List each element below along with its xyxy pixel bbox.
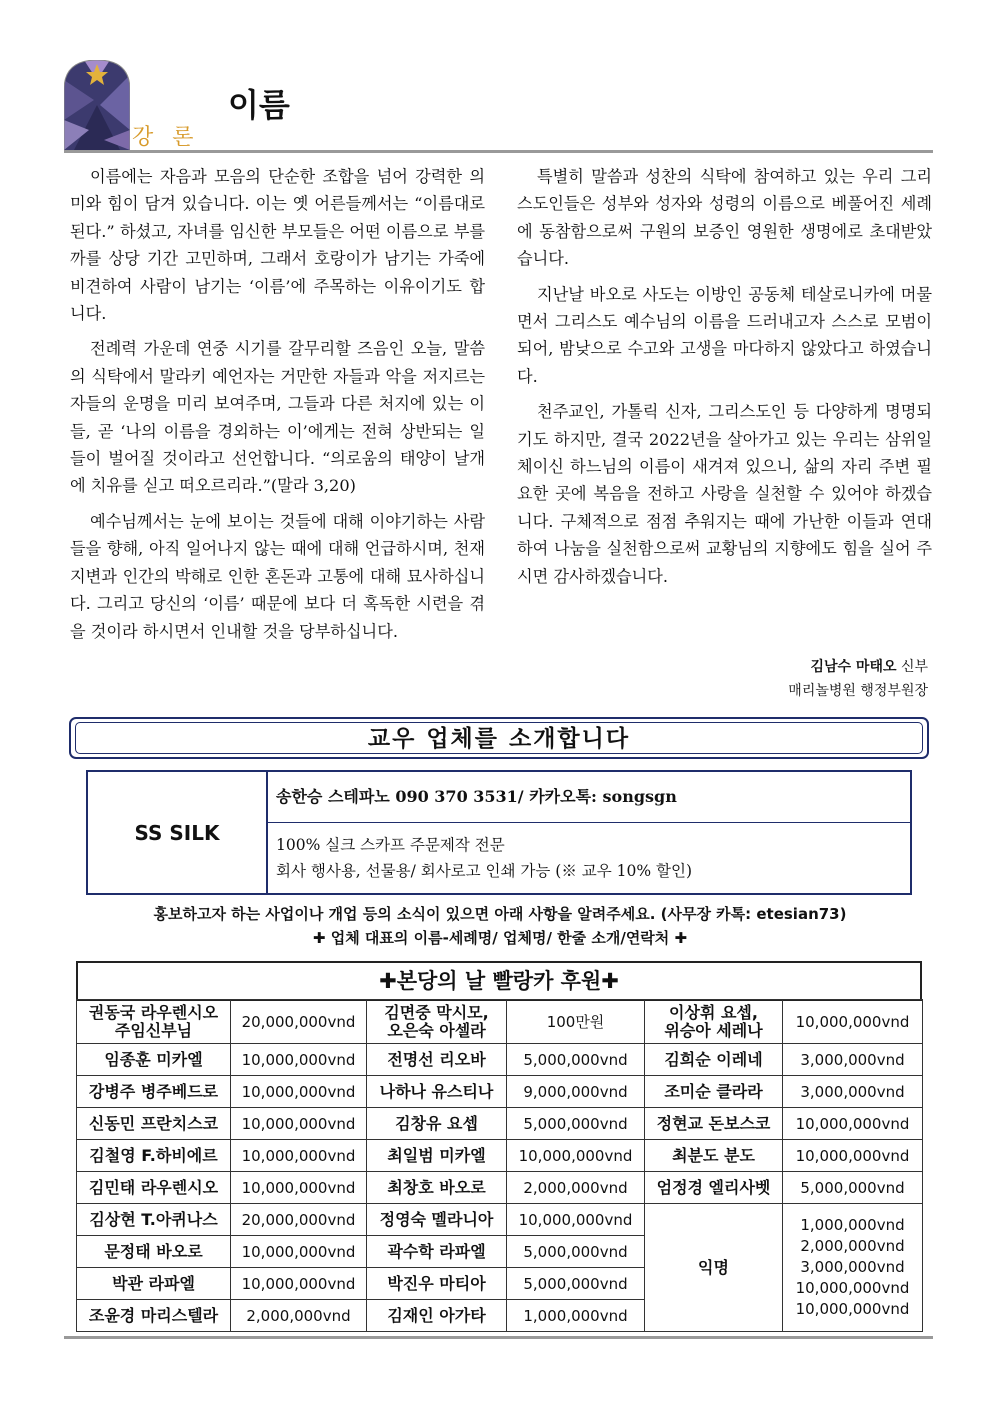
donation-amount: 3,000,000vnd — [783, 1044, 923, 1076]
article-paragraph: 천주교인, 가톨릭 신자, 그리스도인 등 다양하게 명명되기도 하지만, 결국 2022년을 살아가고 있는 우리는 삼위일체이신 하느님의 이름이 새겨져 있으니, 삶의 자리 주변 필요한 곳에 복음을 전하고 사랑을 실천할 수 있어야 하겠습니다. 구체적으로 점점 추워지는 때에 가난한 이들과 연대하여 나눔을 실천함으로써 교황님의 지향에도 힘을 실어 주시면 감사하겠습니다. — [517, 402, 932, 586]
donor-name: 김재인 아가타 — [367, 1300, 507, 1332]
anonymous-amount: 1,000,000vnd — [800, 1216, 905, 1234]
donation-amount: 10,000,000vnd — [231, 1236, 367, 1268]
donor-name: 조미순 클라라 — [645, 1076, 783, 1108]
table-row — [77, 1108, 923, 1140]
donation-amount: 10,000,000vnd — [231, 1172, 367, 1204]
anonymous-amount: 10,000,000vnd — [795, 1300, 910, 1318]
table-row — [77, 1140, 923, 1172]
donor-name: 이상휘 요셉, 위승아 세레나 — [645, 1000, 783, 1044]
donation-amount: 9,000,000vnd — [507, 1076, 645, 1108]
business-name: SS SILK — [88, 772, 268, 893]
donation-amount: 5,000,000vnd — [507, 1108, 645, 1140]
donation-amount: 10,000,000vnd — [231, 1044, 367, 1076]
donation-amount: 100만원 — [507, 1000, 645, 1044]
donation-amount: 3,000,000vnd — [783, 1076, 923, 1108]
donation-amount: 20,000,000vnd — [231, 1000, 367, 1044]
bottom-divider — [64, 1336, 933, 1339]
donation-amount: 10,000,000vnd — [231, 1076, 367, 1108]
donor-name: 김상현 T.아퀴나스 — [77, 1204, 231, 1236]
article-paragraph: 이름에는 자음과 모음의 단순한 조합을 넘어 강력한 의미와 힘이 담겨 있습니다. 이는 옛 어른들께서는 “이름대로 된다.” 하셨고, 자녀를 임신한 부모들은 어떤 이름으로 부를까를 상당 기간 고민하며, 그래서 호랑이가 남기는 가죽에 비견하여 사람이 남기는 ‘이름’에 주목하는 이유이기도 합니다. — [70, 167, 485, 324]
donor-name: 엄정경 엘리사벳 — [645, 1172, 783, 1204]
section-label: 강 론 — [132, 125, 200, 150]
donor-name: 조윤경 마리스텔라 — [77, 1300, 231, 1332]
article-right-column — [517, 163, 932, 598]
anonymous-amount: 2,000,000vnd — [800, 1237, 905, 1255]
donation-amount: 1,000,000vnd — [507, 1300, 645, 1332]
donor-name: 곽수학 라파엘 — [367, 1236, 507, 1268]
donation-amount: 10,000,000vnd — [507, 1140, 645, 1172]
business-desc-line: 100% 실크 스카프 주문제작 전문 — [276, 836, 505, 854]
article-paragraph: 지난날 바오로 사도는 이방인 공동체 테살로니카에 머물면서 그리스도 예수님의 이름을 드러내고자 스스로 모범이 되어, 밤낮으로 수고와 고생을 마다하지 않았다고 하였습니다. — [517, 284, 932, 386]
header-divider — [64, 150, 933, 153]
table-row — [77, 1172, 923, 1204]
donor-name: 강병주 병주베드로 — [77, 1076, 231, 1108]
donor-name: 권동국 라우렌시오 주임신부님 — [77, 1000, 231, 1044]
donor-name: 임종훈 미카엘 — [77, 1044, 231, 1076]
donor-name: 최일범 미카엘 — [367, 1140, 507, 1172]
donor-name: 김창유 요셉 — [367, 1108, 507, 1140]
author-signature — [600, 655, 928, 703]
donation-amount: 10,000,000vnd — [231, 1140, 367, 1172]
donation-amount: 5,000,000vnd — [507, 1044, 645, 1076]
page-title: 이름 — [228, 86, 290, 124]
donor-name: 박관 라파엘 — [77, 1268, 231, 1300]
article-paragraph: 전례력 가운데 연중 시기를 갈무리할 즈음인 오늘, 말씀의 식탁에서 말라키 예언자는 거만한 자들과 악을 저지르는 자들의 운명을 미리 보여주며, 그들과 다른 처지에 있는 이들, 곧 ‘나의 이름을 경외하는 이’에게는 전혀 상반되는 일들이 벌어질 것이라고 선언합니다. “의로움의 태양이 날개에 치유를 싣고 떠오르리라.”(말라 3,20) — [70, 339, 485, 496]
donor-name: 김민태 라우렌시오 — [77, 1172, 231, 1204]
donor-name: 나하나 유스티나 — [367, 1076, 507, 1108]
notice-line: 홍보하고자 하는 사업이나 개업 등의 소식이 있으면 아래 사항을 알려주세요. (사무장 카톡: etesian73) — [153, 905, 847, 923]
donor-name: 문정태 바오로 — [77, 1236, 231, 1268]
donation-grid — [76, 999, 923, 1332]
donation-amount: 5,000,000vnd — [507, 1268, 645, 1300]
table-row — [77, 1000, 923, 1044]
donor-name: 최창호 바오로 — [367, 1172, 507, 1204]
author-position: 매리놀병원 행정부원장 — [788, 683, 928, 699]
donor-name: 김면중 막시모, 오은숙 아셀라 — [367, 1000, 507, 1044]
donation-amount: 10,000,000vnd — [231, 1108, 367, 1140]
notice-line: ✚ 업체 대표의 이름-세례명/ 업체명/ 한줄 소개/연락처 ✚ — [312, 929, 688, 947]
notice — [60, 902, 940, 950]
table-row — [77, 1076, 923, 1108]
donor-name: 정영숙 멜라니아 — [367, 1204, 507, 1236]
anonymous-amount: 3,000,000vnd — [800, 1258, 905, 1276]
donor-name: 김철영 F.하비에르 — [77, 1140, 231, 1172]
business-description — [268, 824, 910, 893]
article-paragraph: 특별히 말씀과 성찬의 식탁에 참여하고 있는 우리 그리스도인들은 성부와 성자와 성령의 이름으로 베풀어진 세례에 동참함으로써 구원의 보증인 영원한 생명에로 초대받았습니다. — [517, 167, 932, 269]
donation-amount: 2,000,000vnd — [231, 1300, 367, 1332]
donation-amount: 5,000,000vnd — [783, 1172, 923, 1204]
donation-amount: 10,000,000vnd — [507, 1204, 645, 1236]
donation-amount: 20,000,000vnd — [231, 1204, 367, 1236]
article-left-column — [70, 163, 485, 653]
anonymous-label: 익명 — [645, 1204, 783, 1332]
table-row — [77, 1204, 923, 1236]
business-desc-line: 회사 행사용, 선물용/ 회사로고 인쇄 가능 (※ 교우 10% 할인) — [276, 862, 692, 880]
table-row — [77, 1044, 923, 1076]
donor-name: 전명선 리오바 — [367, 1044, 507, 1076]
business-table — [86, 770, 912, 895]
donation-amount: 5,000,000vnd — [507, 1236, 645, 1268]
donation-amount: 10,000,000vnd — [783, 1108, 923, 1140]
donation-amount: 2,000,000vnd — [507, 1172, 645, 1204]
donation-amount: 10,000,000vnd — [231, 1268, 367, 1300]
stained-glass-logo-icon — [64, 60, 130, 150]
donation-amount: 10,000,000vnd — [783, 1000, 923, 1044]
banner-title: 교우 업체를 소개합니다 — [75, 722, 923, 754]
donor-name: 박진우 마티아 — [367, 1268, 507, 1300]
donor-name: 정현교 돈보스코 — [645, 1108, 783, 1140]
business-intro-banner — [69, 717, 929, 759]
author-name: 김남수 마태오 — [810, 659, 897, 675]
author-title: 신부 — [896, 659, 928, 675]
donation-title: ✚본당의 날 빨랑카 후원✚ — [76, 961, 922, 1001]
business-contact: 송한승 스테파노 090 370 3531/ 카카오톡: songsgn — [268, 772, 910, 823]
anonymous-amount: 10,000,000vnd — [795, 1279, 910, 1297]
donation-table — [76, 961, 922, 1331]
donor-name: 김희순 이레네 — [645, 1044, 783, 1076]
donor-name: 최분도 분도 — [645, 1140, 783, 1172]
donation-amount: 10,000,000vnd — [783, 1140, 923, 1172]
anonymous-amounts — [783, 1204, 923, 1332]
donor-name: 신동민 프란치스코 — [77, 1108, 231, 1140]
article-paragraph: 예수님께서는 눈에 보이는 것들에 대해 이야기하는 사람들을 향해, 아직 일어나지 않는 때에 대해 언급하시며, 천재지변과 인간의 박해로 인한 혼돈과 고통에 대해 묘사하십니다. 그리고 당신의 ‘이름’ 때문에 보다 더 혹독한 시련을 겪을 것이라 하시면서 인내할 것을 당부하십니다. — [70, 511, 485, 641]
